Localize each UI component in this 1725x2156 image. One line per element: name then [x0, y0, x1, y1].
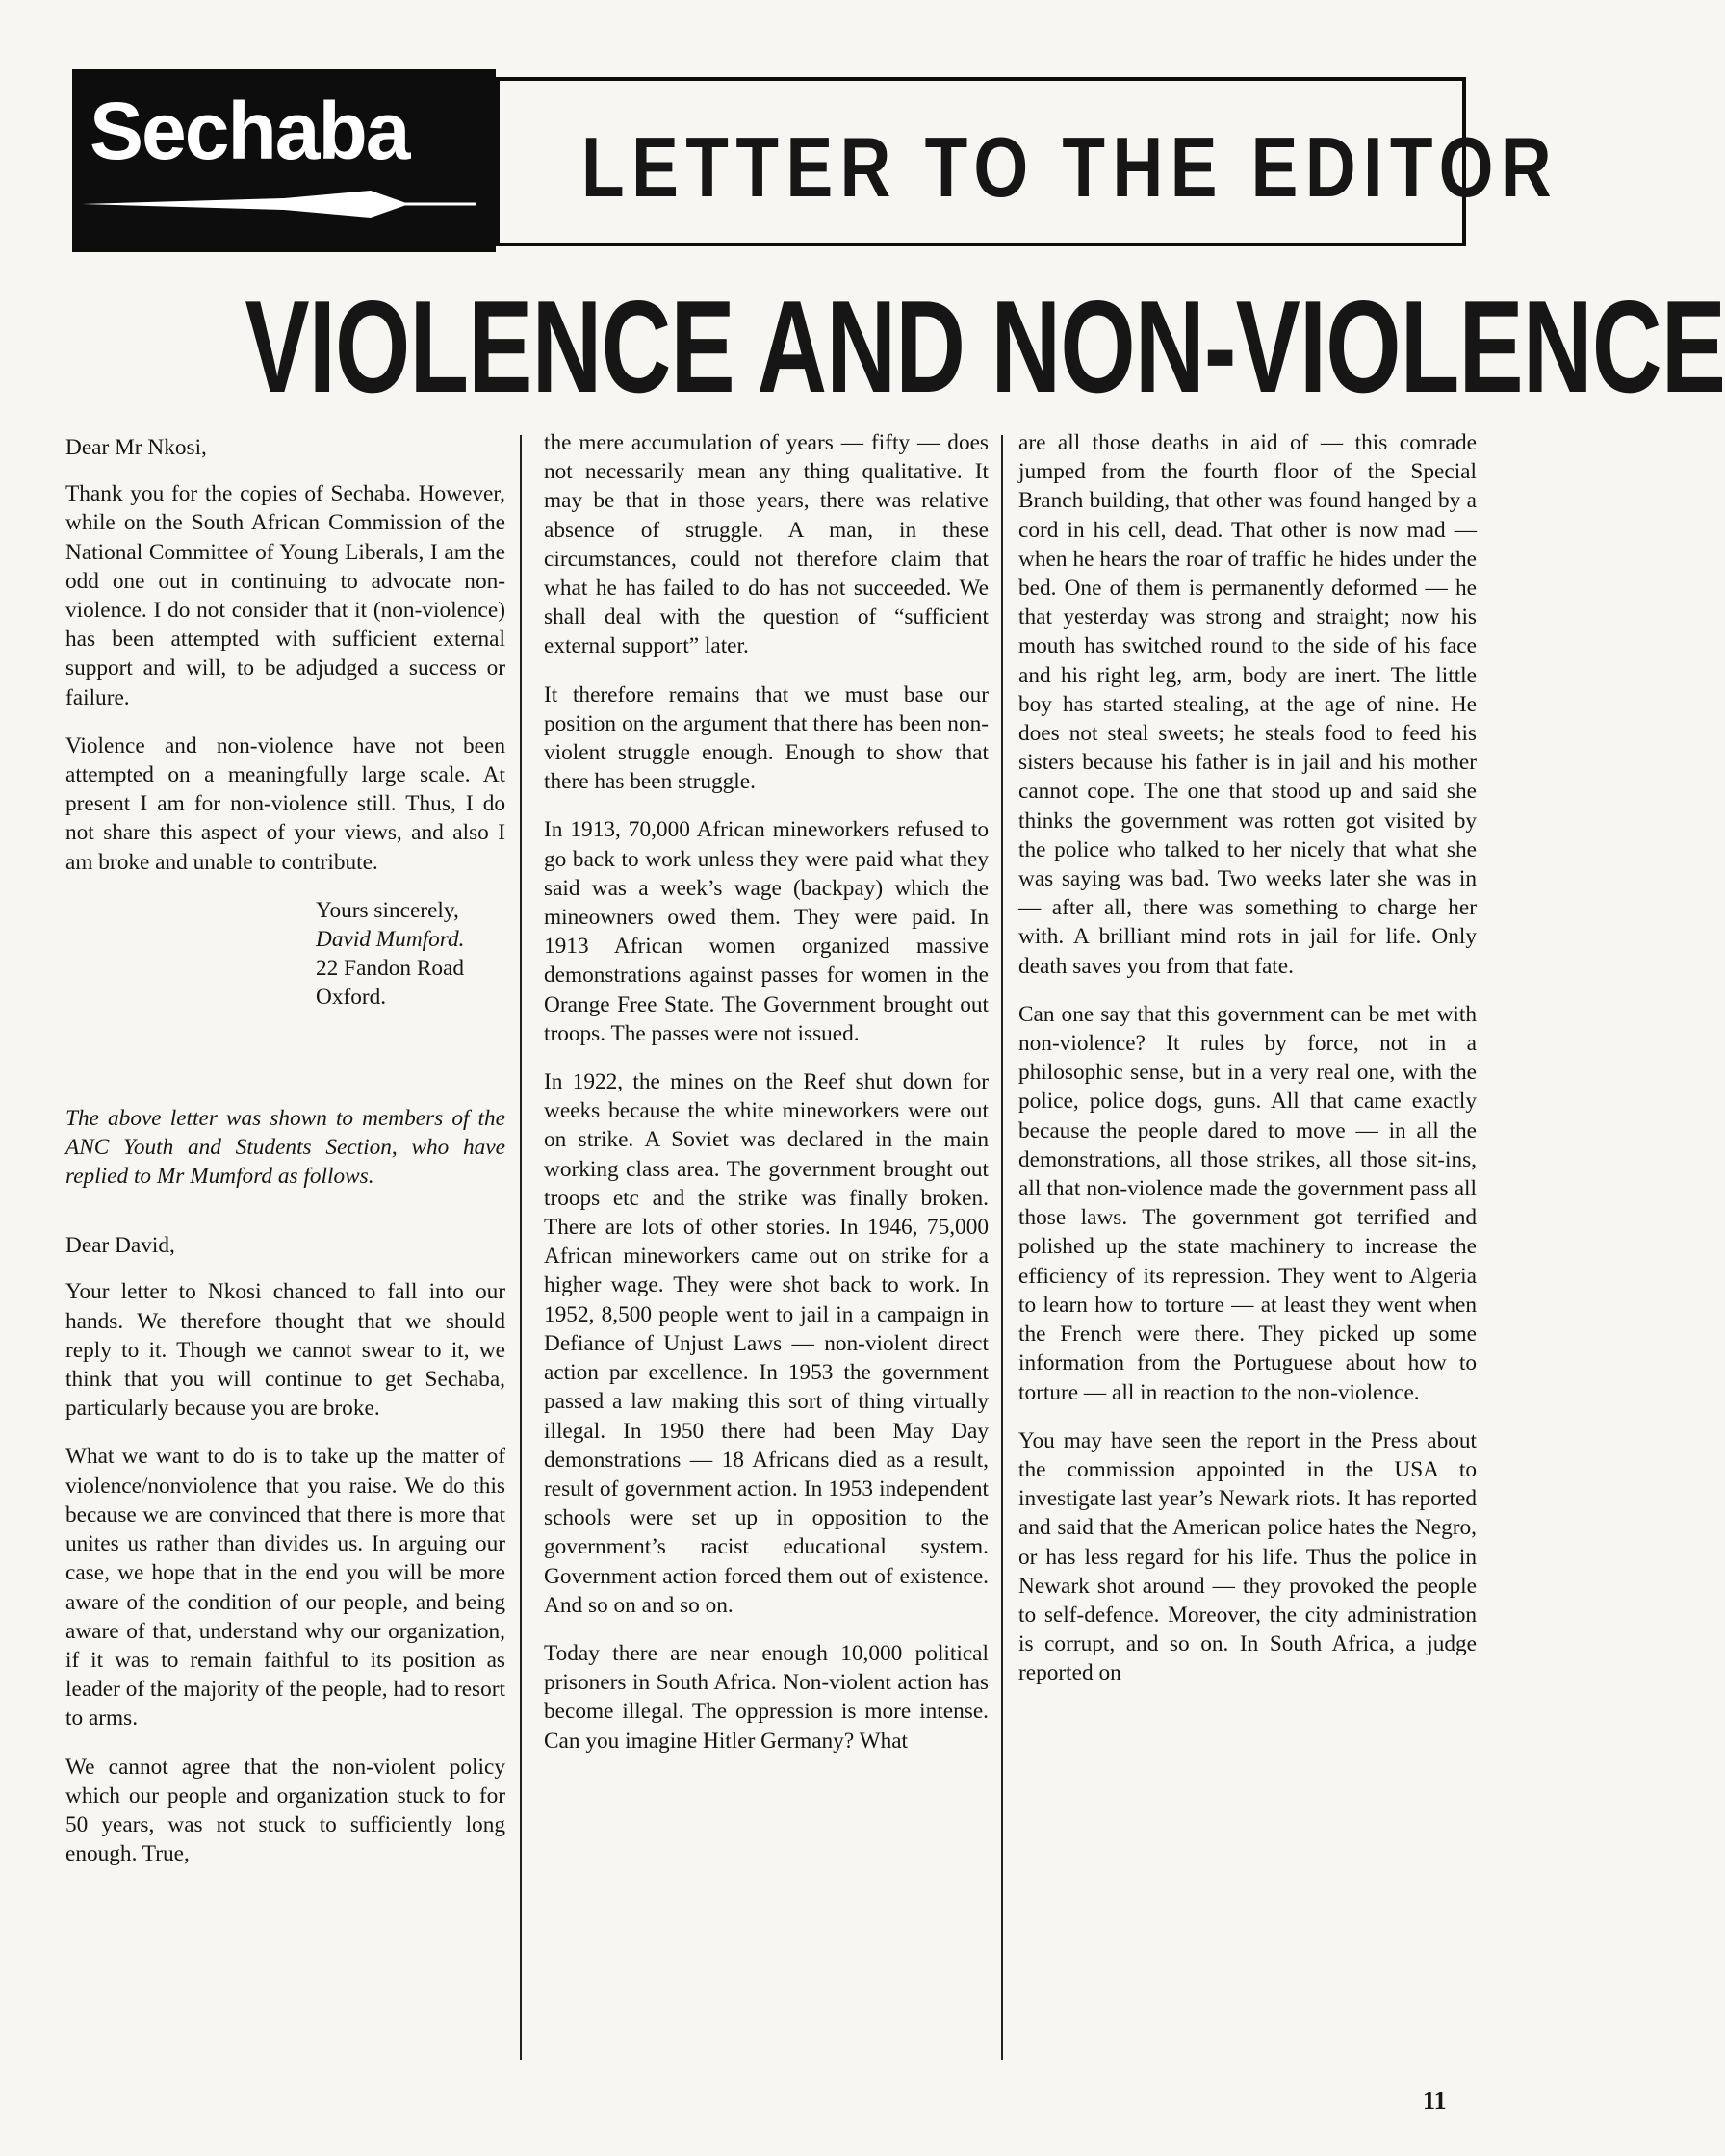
letter-paragraph: Violence and non-violence have not been attempted on a meaningfully large scale. At present I am for non-violence still. Thus, I do not share this aspect of your views, and also I am broke and unable to contribute. — [65, 732, 505, 875]
column-divider — [1001, 435, 1003, 2060]
page-number: 11 — [1423, 2087, 1447, 2115]
author-name: David Mumford. — [316, 927, 465, 953]
letter-paragraph: Thank you for the copies of Sechaba. However, while on the South African Commission of the National Committee of Young Liberals, I am the odd one out in continuing to advocate non-violence. I do not consider that it (non-violence) has been attempted with sufficient external support and will, to be adjudged a success or failure. — [65, 481, 505, 710]
reply-paragraph: Your letter to Nkosi chanced to fall into our hands. We therefore thought that we should reply to it. Though we cannot swear to it, we think that you will continue to get Sechaba, particularly because you are broke. — [65, 1279, 505, 1422]
address-line: 22 Fandon Road — [316, 956, 465, 982]
reply-paragraph: What we want to do is to take up the matter of violence/nonviolence that you raise. We do this because we are convinced that there is more that unites us rather than divides us. In arguing our case, we hope that in the end you will be more aware of the condition of our people, and being aware of that, understand why our organization, if it was to remain faithful to its position as leader of the majority of the people, had to resort to arms. — [65, 1444, 505, 1732]
section-label-box — [496, 77, 1559, 246]
reply-paragraph: We cannot agree that the non-violent policy which our people and organization stuck to for 50 years, was not stuck to sufficiently long enough. True, — [65, 1754, 505, 1867]
headline: VIOLENCE AND NON-VIOLENCE — [245, 273, 1725, 420]
logo-text: Sechaba — [90, 86, 409, 176]
spear-icon — [82, 185, 486, 223]
letter-signature — [316, 896, 505, 1013]
section-title: LETTER TO THE EDITOR — [581, 119, 1559, 215]
editor-note: The above letter was shown to members of the ANC Youth and Students Section, who have replied to Mr Mumford as follows. — [65, 1105, 505, 1190]
reply-paragraph: Can one say that this government can be met with non-violence? It rules by force, not in a philosophic sense, but in a very real one, with the police, police dogs, guns. All that came exactly because the people dared to move — in all the demonstrations, all those strikes, all those sit-ins, all that non-violence made the government pass all those laws. The government got terrified and polished up the state machinery to increase the efficiency of its repression. They went to Algeria to learn how to torture — at least they went when the French were there. They picked up some information from the Portuguese about how to torture — all in reaction to the non-violence. — [1018, 1001, 1477, 1405]
reply-paragraph: are all those deaths in aid of — this comrade jumped from the fourth floor of the Special Branch building, that other was found hanged by a cord in his cell, dead. That other is now mad — when he hears the roar of traffic he hides under the bed. One of them is permanently deformed — he that yesterday was strong and straight; now his mouth has switched round to the side of his face and his right leg, arm, body are inert. The little boy has started stealing, at the age of nine. He does not steal sweets; he steals food to feed his sisters because his father is in jail and his mother cannot cope. The one that stood up and said she thinks the government was rotten got visited by the police who talked to her nicely that what she was saying was bad. Two weeks later she was in — after all, there was something to charge her with. A brilliant mind rots in jail for life. Only death saves you from that fate. — [1018, 430, 1477, 979]
column-2 — [544, 428, 989, 2074]
column-1 — [65, 428, 505, 2074]
column-3 — [1018, 428, 1477, 2074]
reply-paragraph: It therefore remains that we must base our position on the argument that there has been non-violent struggle enough. Enough to show that there has been struggle. — [544, 681, 989, 795]
reply-salutation: Dear David, — [65, 1233, 175, 1259]
reply-paragraph: In 1913, 70,000 African mineworkers refused to go back to work unless they were paid what they said was a week’s wage (backpay) which the mineowners owed them. They were paid. In 1913 African women organized massive demonstrations against passes for women in the Orange Free State. The Government brought out troops. The passes were not issued. — [544, 817, 989, 1046]
column-divider — [520, 435, 522, 2060]
masthead — [72, 69, 1559, 252]
sechaba-logo — [72, 69, 496, 252]
address-line: Oxford. — [316, 985, 387, 1011]
letter-salutation: Dear Mr Nkosi, — [65, 435, 207, 460]
reply-paragraph: In 1922, the mines on the Reef shut down for weeks because the white mineworkers were out on strike. A Soviet was declared in the main working class area. The government brought out troops etc and the strike was finally broken. There are lots of other stories. In 1946, 75,000 African mineworkers came out on strike for a higher wage. They were shot back to work. In 1952, 8,500 people went to jail in a campaign in Defiance of Unjust Laws — non-violent direct action par excellence. In 1953 the government passed a law making this sort of thing virtually illegal. In 1950 there had been May Day demonstrations — 18 Africans died as a result, result of government action. In 1953 independent schools were set up in opposition to the government’s racist educational system. Government action forced them out of existence. And so on and so on. — [544, 1069, 989, 1618]
closing: Yours sincerely, — [316, 897, 459, 923]
reply-paragraph: the mere accumulation of years — fifty — does not necessarily mean any thing qualitative. It may be that in those years, there was relative absence of struggle. A man, in these circumstances, could not therefore claim that what he has failed to do has not succeeded. We shall deal with the question of “sufficient external support” later. — [544, 430, 989, 659]
reply-paragraph: You may have seen the report in the Press about the commission appointed in the USA to investigate last year’s Newark riots. It has reported and said that the American police hates the Negro, or has less regard for his life. Thus the police in Newark shot around — they provoked the people to self-defence. Moreover, the city administration is corrupt, and so on. In South Africa, a judge reported on — [1018, 1427, 1477, 1686]
reply-paragraph: Today there are near enough 10,000 political prisoners in South Africa. Non-violent action has become illegal. The oppression is more intense. Can you imagine Hitler Germany? What — [544, 1640, 989, 1754]
